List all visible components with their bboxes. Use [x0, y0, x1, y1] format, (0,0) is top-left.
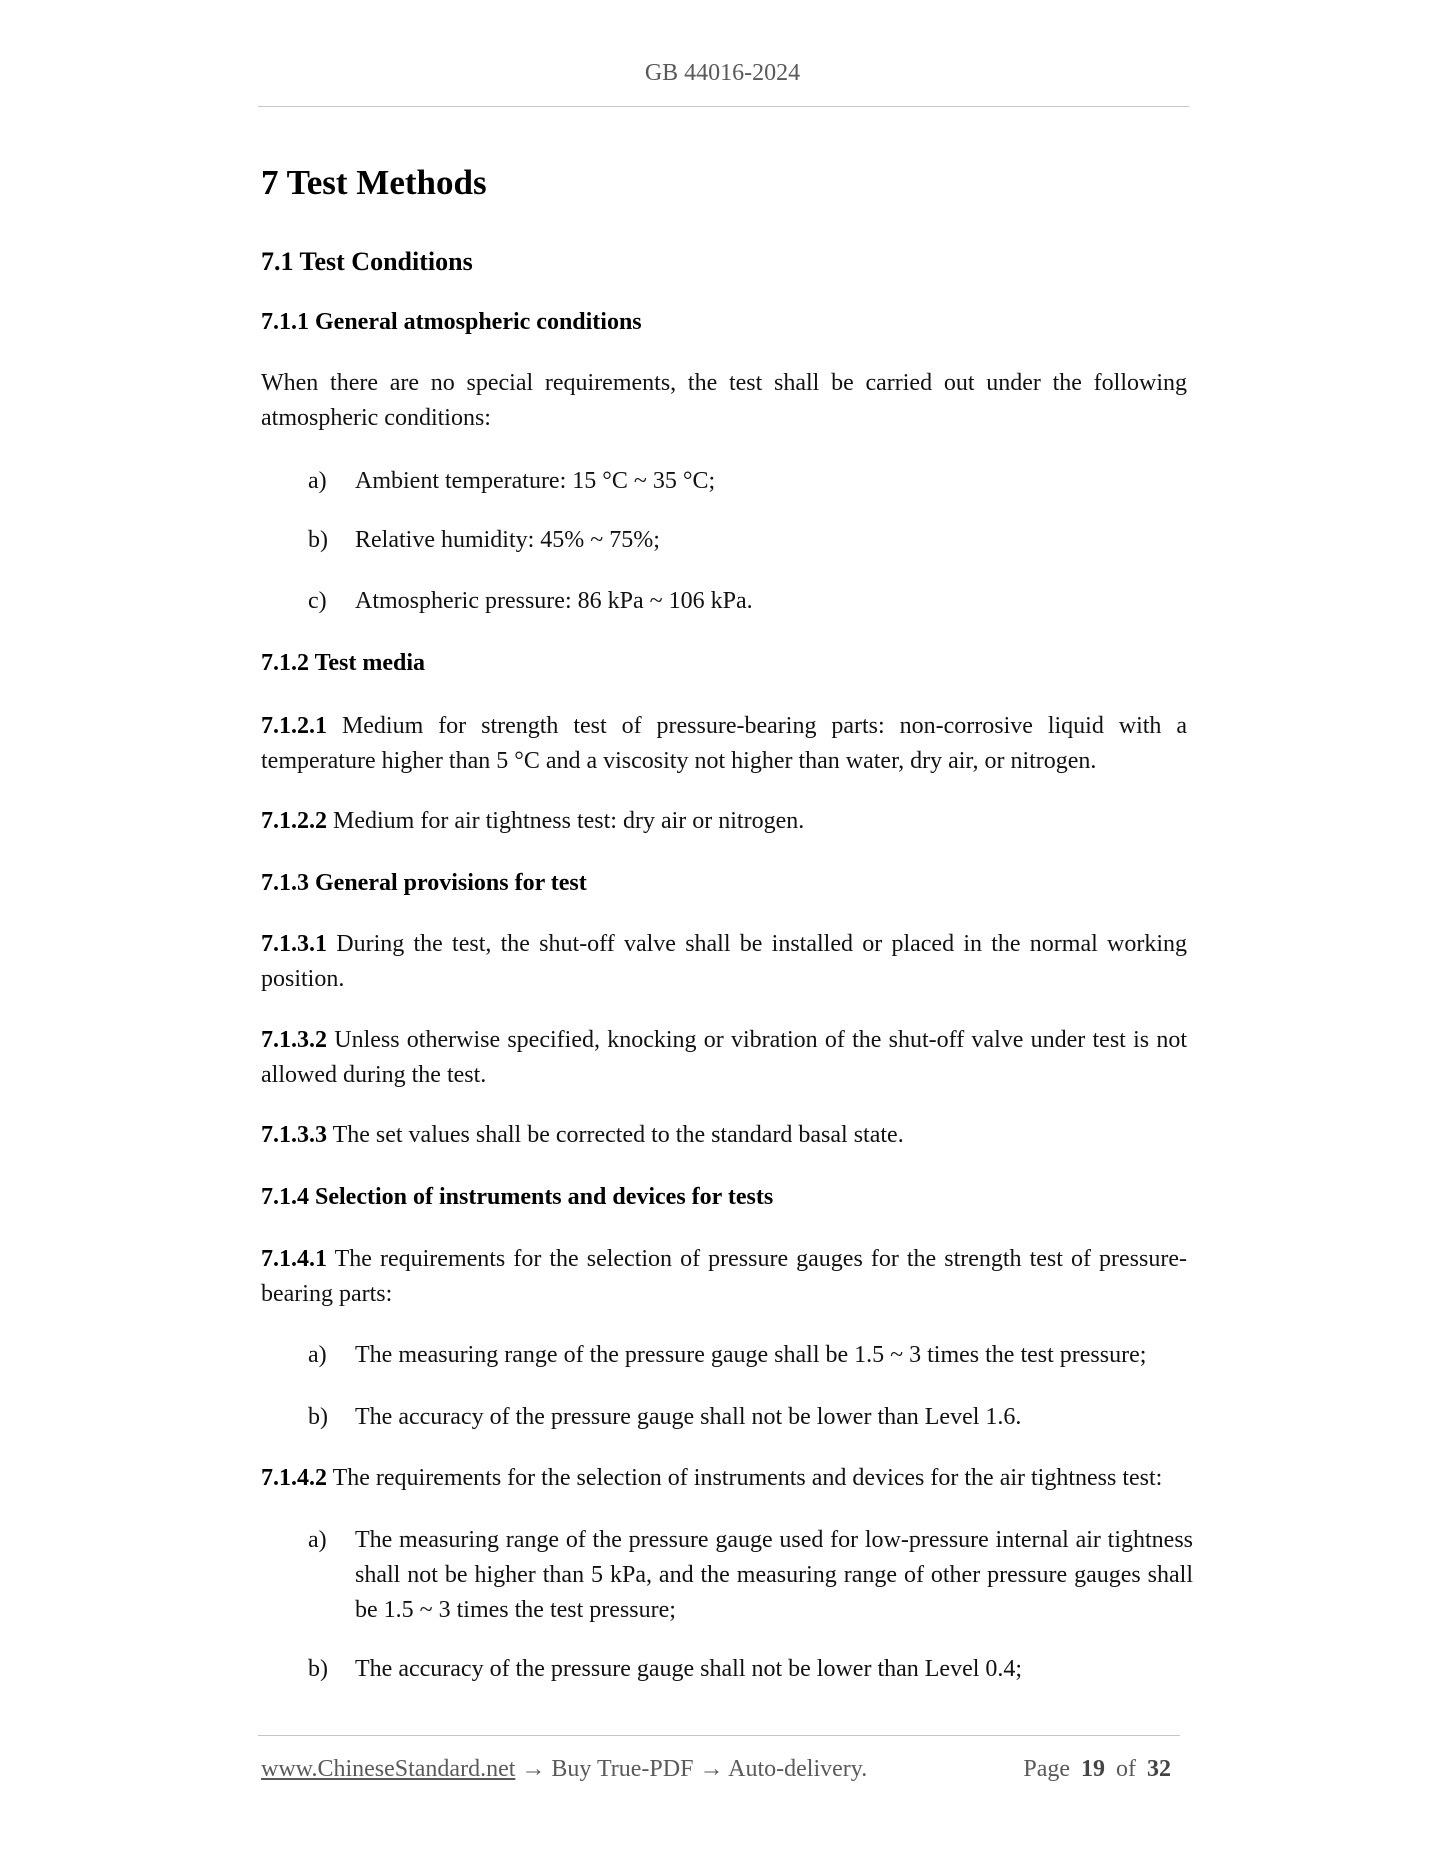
- clause-paragraph: [261, 1242, 1187, 1312]
- list-item-text: The accuracy of the pressure gauge shall not be lower than Level 1.6.: [355, 1404, 1022, 1430]
- header-rule: [258, 106, 1189, 107]
- list-item: [308, 1652, 1193, 1687]
- footer-promo: [261, 1752, 867, 1787]
- section-title: 7 Test Methods: [261, 163, 487, 202]
- subsection-title: 7.1 Test Conditions: [261, 247, 473, 276]
- clause-heading: 7.1.1 General atmospheric conditions: [261, 309, 642, 335]
- clause-number: 7.1.4.1: [261, 1246, 327, 1272]
- list-marker: a): [308, 1527, 327, 1553]
- clause-paragraph: [261, 709, 1187, 779]
- page-number: 19: [1081, 1756, 1105, 1782]
- footer-buy-text: Buy True-PDF: [551, 1756, 694, 1782]
- list-item: [308, 584, 1193, 619]
- paragraph: [261, 366, 1187, 436]
- clause-heading: 7.1.2 Test media: [261, 650, 426, 676]
- list-item: [308, 523, 1193, 558]
- list-item-text: The measuring range of the pressure gauge shall be 1.5 ~ 3 times the test pressure;: [355, 1342, 1147, 1368]
- clause-text: The requirements for the selection of instruments and devices for the air tightness test:: [332, 1465, 1163, 1491]
- clause-number: 7.1.3.1: [261, 931, 327, 957]
- footer-delivery-text: Auto-delivery.: [728, 1756, 868, 1782]
- clause-text: The set values shall be corrected to the standard basal state.: [332, 1122, 904, 1148]
- footer-arrow: →: [699, 1756, 724, 1782]
- list-marker: b): [308, 1404, 328, 1430]
- clause-text: The requirements for the selection of pressure gauges for the strength test of pressure-bearing parts:: [261, 1246, 1187, 1307]
- paragraph-text: When there are no special requirements, the test shall be carried out under the following atmospheric conditions:: [261, 370, 1187, 431]
- list-item: [308, 1400, 1193, 1435]
- page-indicator: [1023, 1752, 1176, 1787]
- list-marker: b): [308, 1656, 328, 1682]
- clause-number: 7.1.2.2: [261, 808, 327, 834]
- list-item-text: The accuracy of the pressure gauge shall not be lower than Level 0.4;: [355, 1656, 1023, 1682]
- clause-paragraph: [261, 804, 1187, 839]
- list-item-text: Relative humidity: 45% ~ 75%;: [355, 527, 660, 553]
- clause-text: Medium for strength test of pressure-bearing parts: non-corrosive liquid with a temperature higher than 5 °C and a viscosity not higher than water, dry air, or nitrogen.: [261, 713, 1188, 774]
- list-marker: c): [308, 588, 327, 614]
- list-item-text: Ambient temperature: 15 °C ~ 35 °C;: [355, 468, 716, 494]
- list-marker: b): [308, 527, 328, 553]
- clause-paragraph: [261, 1461, 1187, 1496]
- clause-paragraph: [261, 1118, 1187, 1153]
- footer-arrow: →: [521, 1756, 546, 1782]
- page-total: 32: [1147, 1756, 1171, 1782]
- page-label: Page: [1023, 1756, 1070, 1782]
- header-doc-code: GB 44016-2024: [644, 60, 801, 86]
- clause-number: 7.1.4.2: [261, 1465, 327, 1491]
- clause-text: Medium for air tightness test: dry air or nitrogen.: [333, 808, 805, 834]
- list-item-text: Atmospheric pressure: 86 kPa ~ 106 kPa.: [355, 588, 753, 614]
- clause-heading: 7.1.4 Selection of instruments and devices for tests: [261, 1184, 774, 1210]
- list-item: [308, 464, 1193, 499]
- clause-text: During the test, the shut-off valve shall be installed or placed in the normal working position.: [261, 931, 1188, 992]
- footer-rule: [258, 1735, 1180, 1736]
- clause-number: 7.1.3.3: [261, 1122, 327, 1148]
- clause-paragraph: [261, 927, 1187, 997]
- list-item: [308, 1523, 1193, 1628]
- clause-heading: 7.1.3 General provisions for test: [261, 870, 587, 896]
- list-marker: a): [308, 1342, 327, 1368]
- list-item-text: The measuring range of the pressure gauge used for low-pressure internal air tightness shall not be higher than 5 kPa, and the measuring range of other pressure gauges shall be 1.5 ~ 3 times the test pressure;: [355, 1527, 1193, 1623]
- clause-paragraph: [261, 1023, 1187, 1093]
- clause-number: 7.1.2.1: [261, 713, 327, 739]
- list-item: [308, 1338, 1193, 1373]
- list-marker: a): [308, 468, 327, 494]
- footer-link[interactable]: www.ChineseStandard.net: [261, 1756, 516, 1782]
- clause-number: 7.1.3.2: [261, 1027, 327, 1053]
- clause-text: Unless otherwise specified, knocking or vibration of the shut-off valve under test is not allowed during the test.: [261, 1027, 1187, 1088]
- page-of-label: of: [1116, 1756, 1136, 1782]
